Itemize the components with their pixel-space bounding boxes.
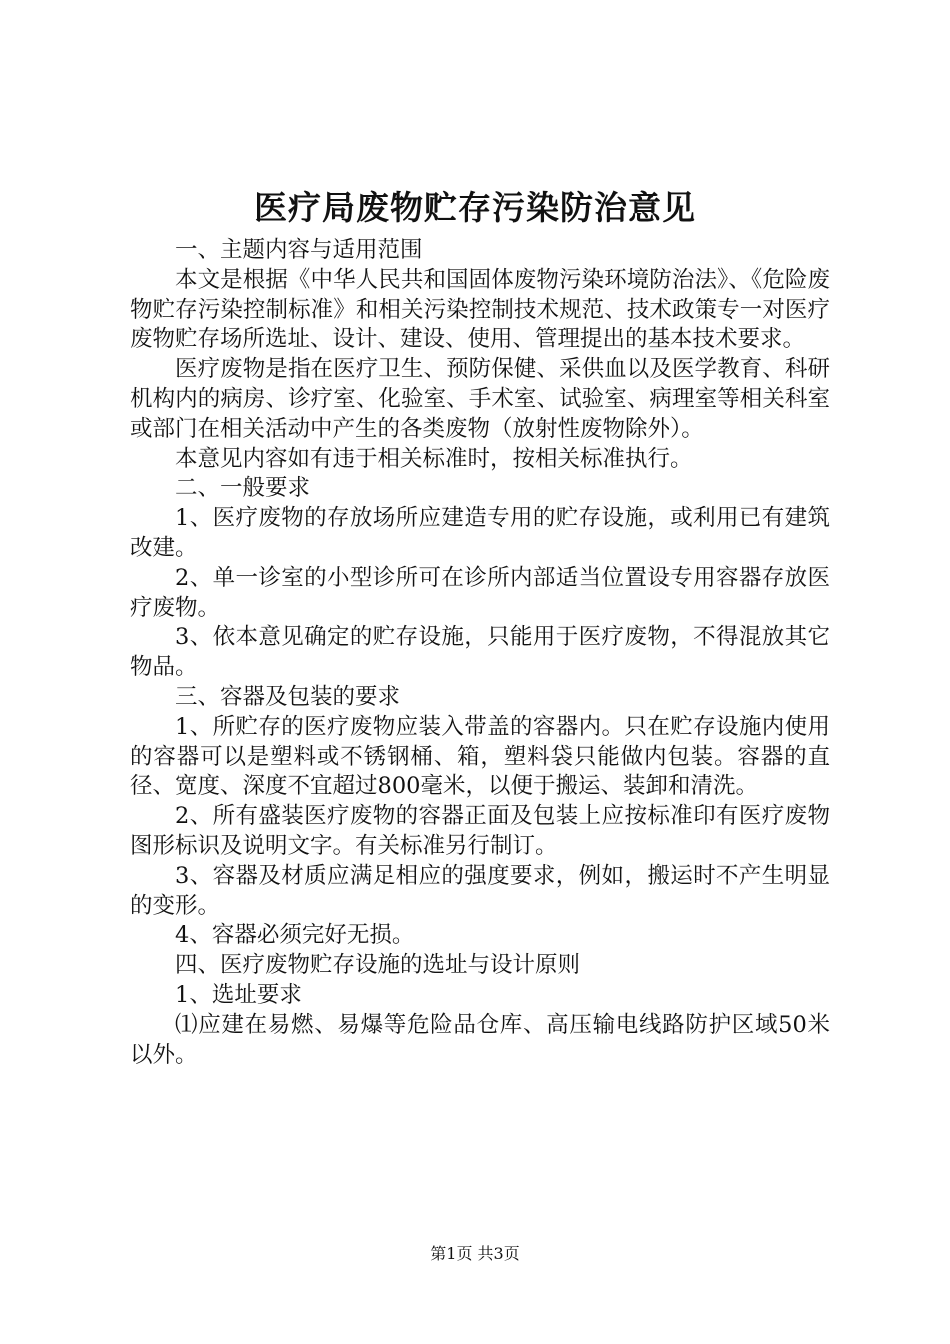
body-paragraph: 本文是根据《中华人民共和国固体废物污染环境防治法》、《危险废物贮存污染控制标准》和相关污染控制技术规范、技术政策专一对医疗废物贮存场所选址、设计、建设、使用、管理提出的基本技术要求。 <box>130 266 830 353</box>
body-paragraph: 2、单一诊室的小型诊所可在诊所内部适当位置设专用容器存放医疗废物。 <box>130 564 830 621</box>
body-paragraph: 4、容器必须完好无损。 <box>175 922 415 949</box>
page-footer: 第1页 共3页 <box>430 1244 520 1263</box>
section-heading: 一、主题内容与适用范围 <box>175 237 423 263</box>
body-paragraph: 3、容器及材质应满足相应的强度要求，例如，搬运时不产生明显的变形。 <box>130 862 830 919</box>
body-paragraph: 3、依本意见确定的贮存设施，只能用于医疗废物，不得混放其它物品。 <box>130 624 830 681</box>
body-paragraph: 1、所贮存的医疗废物应装入带盖的容器内。只在贮存设施内使用的容器可以是塑料或不锈钢桶、箱，塑料袋只能做内包装。容器的直径、宽度、深度不宜超过800毫米，以便于搬运、装卸和清洗。 <box>130 713 830 800</box>
body-paragraph: 1、医疗废物的存放场所应建造专用的贮存设施，或利用已有建筑改建。 <box>130 505 830 561</box>
section-heading: 三、容器及包装的要求 <box>175 683 401 710</box>
body-paragraph: 医疗废物是指在医疗卫生、预防保健、采供血以及医学教育、科研机构内的病房、诊疗室、化验室、手术室、试验室、病理室等相关科室或部门在相关活动中产生的各类废物（放射性废物除外）。 <box>130 356 830 442</box>
body-paragraph: ⑴应建在易燃、易爆等危险品仓库、高压输电线路防护区域50米以外。 <box>130 1011 830 1068</box>
document-title: 医疗局废物贮存污染防治意见 <box>254 188 696 227</box>
section-heading: 四、医疗废物贮存设施的选址与设计原则 <box>175 952 581 979</box>
body-paragraph: 2、所有盛装医疗废物的容器正面及包装上应按标准印有医疗废物图形标识及说明文字。有关标准另行制订。 <box>130 803 830 859</box>
sub-heading: 1、选址要求 <box>175 981 302 1008</box>
section-heading: 二、一般要求 <box>175 475 311 502</box>
body-paragraph: 本意见内容如有违于相关标准时，按相关标准执行。 <box>175 445 693 472</box>
document-body <box>130 236 830 1070</box>
